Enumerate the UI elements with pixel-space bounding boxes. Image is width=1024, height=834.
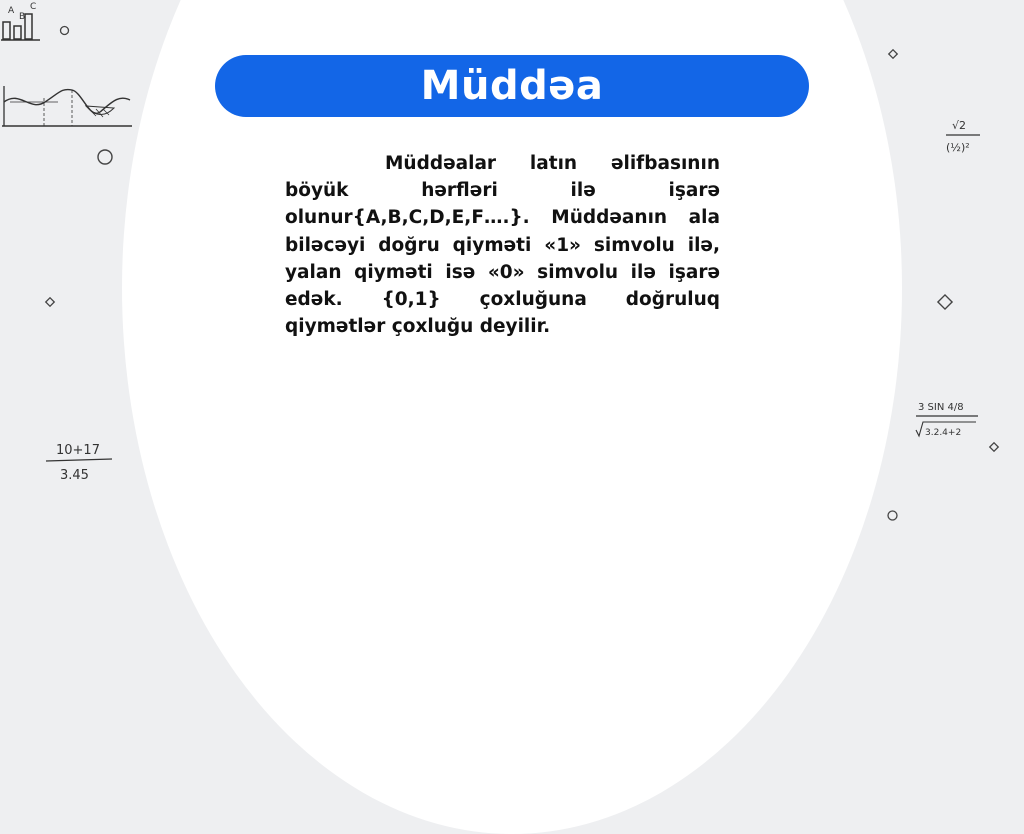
svg-text:A: A [8,6,15,16]
background-circle [122,0,902,834]
slide-title: Müddəa [420,63,604,109]
sine-expression [914,394,984,440]
svg-text:C: C [30,2,37,12]
diamond-icon [887,48,899,60]
fraction-denominator: 3.45 [60,468,89,483]
circle-icon [886,509,899,522]
circle-icon [96,148,114,166]
diamond-icon [988,441,1000,453]
fraction-expression [44,438,116,486]
sine-bottom-label: 3.2.4+2 [925,428,962,438]
slide-body-text: Müddəalar latın əlifbasının böyük hərfləri ilə işarə olunur{A,B,C,D,E,F….}. Müddəanın ala biləcəyi doğru qiymәti «1» simvolu ilə, yalan qiymәti isə «0» simvolu ilə işarə edək. {0,1} çoxluğuna doğruluq qiymətlər çoxluğu deyilir. [285,153,720,338]
diamond-icon [935,292,955,312]
abc-chart-icon [0,0,44,42]
sqrt-two-label: √2 [952,119,967,132]
sqrt-fraction-expression [942,116,986,160]
sine-top-label: 3 SIN 4/8 [918,402,964,413]
fraction-numerator: 10+17 [56,443,100,458]
half-squared-label: (½)² [946,141,970,154]
diamond-icon [44,296,56,308]
title-banner [215,55,809,117]
svg-text:B: B [19,12,26,22]
circle-icon [59,25,70,36]
wave-graph-icon [0,82,134,130]
